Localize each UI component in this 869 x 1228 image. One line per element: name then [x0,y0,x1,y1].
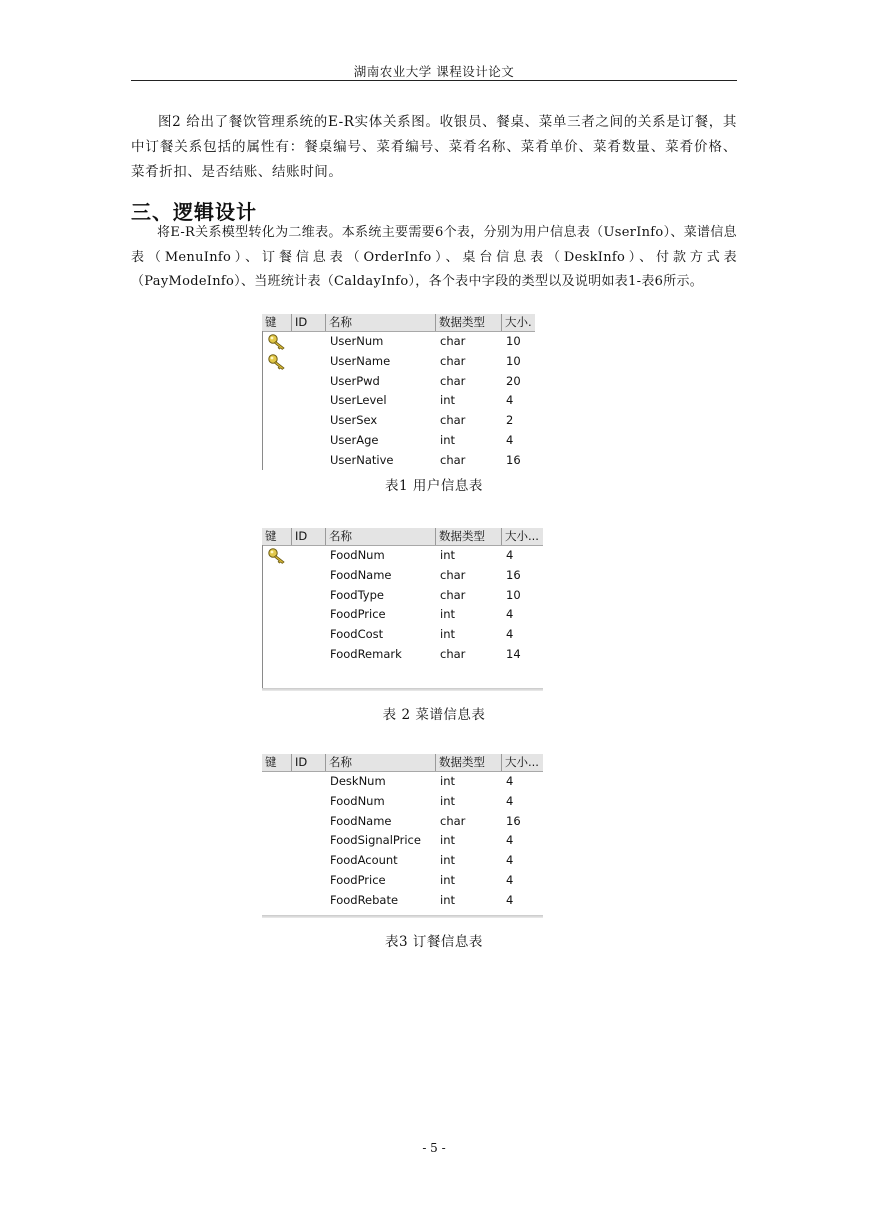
table-row [262,332,535,352]
field-type: char [440,813,466,828]
field-size: 20 [506,373,521,388]
table-row [262,851,543,871]
table-user-info [262,314,535,470]
table-row [262,566,543,586]
row-key-cell [262,431,292,451]
row-key-cell [262,391,292,411]
table-row [262,451,535,470]
row-key-cell [262,831,292,851]
row-key-cell [262,352,292,372]
col-key-header: 键 [262,528,292,545]
table-row [262,431,535,451]
row-key-cell [262,891,292,911]
col-key-header: 键 [262,754,292,771]
table-row [262,831,543,851]
field-name: FoodType [330,587,384,602]
field-name: FoodNum [330,548,385,562]
field-name: UserNum [330,334,384,348]
col-size-header: 大小. [505,315,532,329]
page-number: - 5 - [422,1141,446,1155]
field-size: 16 [506,813,521,828]
field-name: FoodCost [330,627,384,642]
primary-key-icon [267,334,287,350]
field-name: DeskNum [330,774,386,788]
table-header [262,528,543,546]
table-row [262,792,543,812]
table-caption-1: 表1 用户信息表 [385,478,483,494]
field-type: int [440,432,455,447]
field-size: 10 [506,587,521,602]
field-size: 10 [506,353,521,368]
row-key-cell [262,625,292,645]
field-type: char [440,373,466,388]
field-type: char [440,567,466,582]
col-type-header: 数据类型 [436,314,502,331]
table-header [262,314,535,332]
table-left-border [262,331,263,470]
table-row [262,645,543,665]
field-type: int [440,548,455,562]
table-header [262,754,543,772]
row-key-cell [262,871,292,891]
table-bottom-edge [262,915,543,918]
col-size-header: 大小... [505,755,539,769]
field-size: 4 [506,793,514,808]
row-key-cell [262,451,292,470]
field-size: 4 [506,393,514,408]
row-key-cell [262,546,292,566]
field-name: FoodPrice [330,872,386,887]
table-row [262,772,543,792]
field-name: FoodPrice [330,607,386,622]
row-key-cell [262,792,292,812]
field-type: int [440,607,455,622]
row-key-cell [262,411,292,431]
intro-paragraph: 图2 给出了餐饮管理系统的E-R实体关系图。收银员、餐桌、菜单三者之间的关系是订餐，其中订餐关系包括的属性有：餐桌编号、菜肴编号、菜肴名称、菜肴单价、菜肴数量、菜肴价格、菜肴折扣、是否结账、结账时间。 [131,114,737,180]
table-caption-2: 表 2 菜谱信息表 [382,707,486,723]
row-key-cell [262,812,292,832]
col-id-header: ID [292,754,326,771]
col-type-header: 数据类型 [436,754,502,771]
table-row [262,352,535,372]
field-name: FoodSignalPrice [330,833,421,848]
col-name-header: 名称 [326,528,436,545]
field-type: int [440,892,455,907]
row-key-cell [262,645,292,665]
field-type: char [440,646,466,661]
field-name: UserAge [330,432,379,447]
table-bottom-edge [262,688,543,691]
col-name-header: 名称 [326,754,436,771]
field-size: 4 [506,607,514,622]
field-size: 14 [506,646,521,661]
field-size: 4 [506,432,514,447]
field-name: FoodNum [330,793,385,808]
row-key-cell [262,772,292,792]
table-order-info [262,754,543,918]
col-id-header: ID [292,314,326,331]
field-name: FoodRebate [330,892,399,907]
field-size: 2 [506,413,514,428]
field-name: UserPwd [330,373,380,388]
field-name: UserName [330,353,391,368]
col-name-header: 名称 [326,314,436,331]
page-header: 湖南农业大学 课程设计论文 [353,64,515,79]
field-type: int [440,853,455,868]
field-name: FoodRemark [330,646,402,661]
field-size: 4 [506,892,514,907]
table-row [262,391,535,411]
table-row [262,411,535,431]
row-key-cell [262,332,292,352]
field-name: FoodAcount [330,853,398,868]
row-key-cell [262,851,292,871]
col-type-header: 数据类型 [436,528,502,545]
row-key-cell [262,566,292,586]
col-size-header: 大小... [505,529,539,543]
field-type: char [440,413,466,428]
table-row [262,812,543,832]
field-type: char [440,353,466,368]
field-size: 16 [506,452,521,467]
field-type: char [440,587,466,602]
section-paragraph: 将E-R关系模型转化为二维表。本系统主要需要6个表，分别为用户信息表（UserInfo）、菜谱信息表（MenuInfo）、订餐信息表（OrderInfo）、桌台信息表（DeskInfo）、付款方式表（PayModeInfo）、当班统计表（CaldayInfo），各个表中字段的类型以及说明如表1-表6所示。 [131,225,737,289]
table-row [262,605,543,625]
field-type: int [440,393,455,408]
field-size: 16 [506,567,521,582]
field-size: 4 [506,774,514,788]
table-caption-3: 表3 订餐信息表 [385,934,483,950]
field-name: UserNative [330,452,394,467]
row-key-cell [262,605,292,625]
col-id-header: ID [292,528,326,545]
table-row [262,372,535,392]
table-row [262,871,543,891]
field-name: UserLevel [330,393,387,408]
field-type: int [440,627,455,642]
primary-key-icon [267,548,287,564]
row-key-cell [262,586,292,606]
table-row [262,586,543,606]
primary-key-icon [267,354,287,370]
header-rule [131,80,737,81]
table-left-border [262,545,263,691]
col-key-header: 键 [262,314,292,331]
table-row [262,546,543,566]
field-type: int [440,774,455,788]
table-row [262,625,543,645]
row-key-cell [262,372,292,392]
field-name: UserSex [330,413,378,428]
field-type: int [440,833,455,848]
table-row [262,891,543,911]
field-size: 4 [506,548,514,562]
field-name: FoodName [330,813,392,828]
field-size: 4 [506,853,514,868]
field-size: 4 [506,872,514,887]
field-size: 4 [506,627,514,642]
field-type: char [440,334,466,348]
field-size: 10 [506,334,521,348]
section-heading: 三、逻辑设计 [131,200,257,224]
field-size: 4 [506,833,514,848]
field-name: FoodName [330,567,392,582]
field-type: int [440,872,455,887]
table-menu-info [262,528,543,691]
field-type: char [440,452,466,467]
field-type: int [440,793,455,808]
